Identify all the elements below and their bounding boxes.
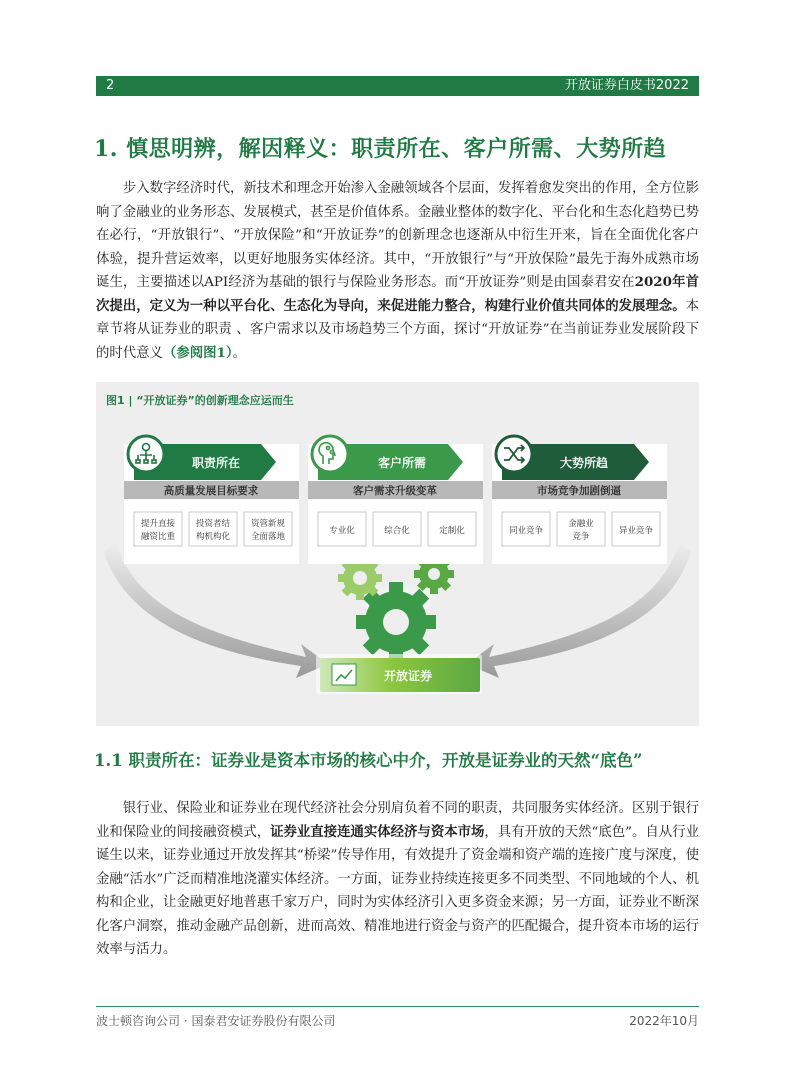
column-label: 大势所趋: [559, 456, 609, 470]
driver-label: 竞争: [572, 532, 590, 542]
gear-icon-large: [356, 582, 436, 662]
section-title: 1. 慎思明辨，解因释义：职责所在、客户所需、大势所趋: [94, 136, 667, 162]
intro-text-end: 。: [232, 345, 246, 361]
driver-label: 提升直接: [140, 519, 176, 529]
footer-divider: [96, 1006, 699, 1007]
chart-screen-icon: [332, 664, 356, 685]
figure-diagram: [96, 382, 699, 726]
footer-authors: 波士顿咨询公司 · 国泰君安证券股份有限公司: [96, 1014, 336, 1028]
driver-label: 同业竞争: [508, 526, 544, 536]
driver-label: 综合化: [384, 526, 410, 536]
driver-label: 异业竞争: [618, 526, 654, 536]
driver-label: 定制化: [439, 526, 465, 536]
footer-date: 2022年10月: [629, 1014, 699, 1028]
column-trends: [492, 436, 667, 564]
driver-label: 专业化: [329, 526, 355, 536]
column-responsibility: [124, 436, 299, 564]
page-header: [96, 76, 699, 96]
intro-text-b: 本章节将从证券业的职责 、客户需求以及市场趋势三个方面，探讨“开放证券”在当前证券业发展阶段下的时代意义: [96, 298, 699, 361]
column-subtitle: 高质量发展目标要求: [163, 485, 259, 497]
column-subtitle: 客户需求升级变革: [353, 485, 437, 497]
column-label: 客户所需: [377, 456, 427, 470]
network-head-icon: [312, 436, 348, 472]
column-client-needs: [308, 436, 483, 564]
column-subtitle: 市场竞争加剧倒逼: [537, 485, 621, 497]
body-paragraph: [96, 797, 699, 962]
body-text-b: ，具有开放的天然“底色”。自从行业诞生以来，证券业通过开放发挥其“桥梁”传导作用，有效提升了资金端和资产端的连接广度与深度，使金融“活水”广泛而精准地浇灌实体经济。一方面，证券业持续连接更多不同类型、不同地域的个人、机构和企业，让金融更好地普惠千家万户，同时为实体经济引入更多资金来源；另一方面，证券业不断深化客户洞察，推动金融产品创新，进而高效、精准地进行资金与资产的匹配撮合，提升资本市场的运行效率与活力。: [96, 824, 699, 957]
driver-label: 构机构化: [195, 532, 231, 542]
page-number: 2: [106, 78, 115, 93]
driver-label: 融资比重: [140, 532, 176, 542]
driver-label: 投资者结: [195, 519, 231, 529]
intro-text-bold: 2020年首次提出，定义为一种以平台化、生态化为导向，来促进能力整合，构建行业价值共同体的发展理念。: [96, 274, 699, 314]
intro-text-a: 步入数字经济时代，新技术和理念开始渗入金融领域各个层面，发挥着愈发突出的作用，全方位影响了金融业的业务形态、发展模式，甚至是价值体系。金融业整体的数字化、平台化和生态化趋势已势在必行，“开放银行”、“开放保险”和“开放证券”的创新理念也逐渐从中衍生开来，旨在全面优化客户体验，提升营运效率，以更好地服务实体经济。其中，“开放银行”与“开放保险”最先于海外成熟市场诞生，主要描述以API经济为基础的银行与保险业务形态。而“开放证券”则是由国泰君安在: [96, 181, 699, 290]
body-text-bold: 证券业直接连通实体经济与资本市场: [270, 823, 485, 840]
column-label: 职责所在: [191, 456, 241, 470]
driver-label: 金融业: [568, 519, 594, 529]
figure-reference-link[interactable]: （参阅图1）: [162, 344, 233, 361]
intro-paragraph: [96, 177, 699, 365]
document-title: 开放证券白皮书2022: [564, 78, 689, 93]
center-open-securities: [316, 654, 482, 694]
driver-label: 资管新规: [250, 519, 286, 529]
subsection-title: 1.1 职责所在：证券业是资本市场的核心中介，开放是证券业的天然“底色”: [94, 751, 643, 770]
body-text-a: 银行业、保险业和证券业在现代经济社会分别肩负着不同的职责，共同服务实体经济。区别于银行业和保险业的间接融资模式，: [96, 801, 699, 840]
figure-1: [96, 382, 699, 726]
center-label: 开放证券: [383, 669, 433, 683]
driver-label: 全面落地: [250, 532, 286, 542]
figure-title: 图1 | “开放证券”的创新理念应运而生: [106, 394, 294, 407]
